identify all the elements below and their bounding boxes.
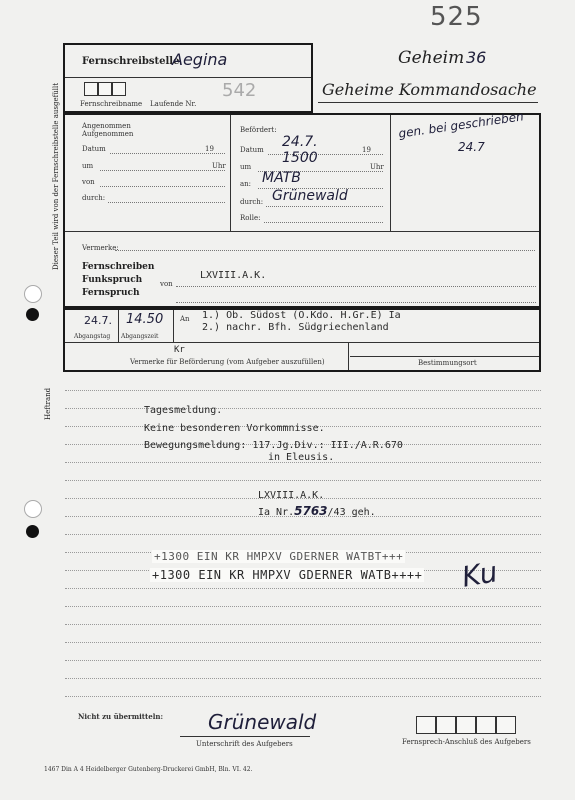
fernschreibstelle-label: Fernschreibstelle [82, 56, 180, 67]
type-funkspruch: Funkspruch [82, 275, 143, 285]
received-datum-line [110, 153, 225, 154]
ruled-line [65, 624, 541, 625]
punch-hole [24, 285, 42, 303]
phone-box-4 [476, 716, 496, 734]
ruled-line [65, 696, 541, 697]
abgangszeit-value: 14.50 [126, 312, 164, 327]
ref-number: 5763 [294, 504, 328, 518]
ref-prefix: Ia Nr. [258, 507, 295, 518]
vermerke-befoerderung-label: Vermerke für Beförderung (vom Aufgeber auszufüllen) [130, 358, 325, 366]
pencil-number: 525 [430, 2, 483, 32]
type-fernspruch: Fernspruch [82, 288, 140, 298]
body-line2: Keine besonderen Vorkommnisse. [144, 423, 325, 434]
fernschreibname-box-2 [98, 82, 112, 96]
received-um-line [100, 170, 225, 171]
ruled-line [65, 390, 541, 391]
fernschreibname-label: Fernschreibname [80, 100, 143, 108]
handwritten-note-line1: gen. bei geschrieben [397, 109, 525, 141]
received-datum-label: Datum [82, 145, 106, 153]
type-von-label: von [160, 280, 173, 288]
phone-box-3 [456, 716, 476, 734]
fwd-durch-label: durch: [240, 198, 264, 206]
bestimmungsort-line [350, 356, 539, 357]
ruled-line [65, 642, 541, 643]
phone-box-2 [436, 716, 456, 734]
fwd-uhr-label: Uhr [370, 163, 384, 171]
handwritten-note-line2: 24.7 [458, 140, 485, 154]
fwd-an-label: an: [240, 180, 252, 188]
bestimmungsort-label: Bestimmungsort [418, 359, 477, 367]
body-ref [258, 504, 376, 518]
signature-line [180, 736, 310, 737]
addr-div-1 [173, 310, 174, 342]
tape-strip-1: +1300 EIN KR HMPXV GDERNER WATBT+++ [154, 550, 404, 563]
fernschreibstelle-value: Aegina [172, 50, 228, 69]
vermerke-label: Vermerke: [82, 244, 119, 252]
angenommen-label: Angenommen [82, 122, 131, 130]
abgangszeit-label: Abgangszeit [121, 333, 159, 340]
fwd-year: 19 [362, 146, 371, 154]
aufgenommen-label: Aufgenommen [82, 130, 134, 138]
von-line-2 [176, 302, 536, 303]
fwd-um-label: um [240, 163, 252, 171]
col-divider-1 [230, 115, 231, 231]
body-line4: in Eleusis. [268, 452, 335, 463]
ruled-line [65, 480, 541, 481]
punch-hole-shadow [26, 525, 39, 538]
printer-line: 1467 Din A 4 Heidelberger Gutenberg-Druckerei GmbH, Bln. VI. 42. [44, 766, 253, 773]
rolle-line [264, 222, 383, 223]
received-von-label: von [82, 178, 95, 186]
row-divider [65, 231, 539, 232]
fwd-durch-line [266, 206, 383, 207]
body-sender-sig: LXVIII.A.K. [258, 490, 325, 501]
received-durch-label: durch: [82, 194, 106, 202]
received-von-line [100, 186, 225, 187]
fwd-um-value: 1500 [282, 150, 318, 166]
unterschrift-label: Unterschrift des Aufgebers [196, 740, 293, 748]
type-fernschreiben: Fernschreiben [82, 262, 155, 272]
body-line1: Tagesmeldung. [144, 405, 223, 416]
laufende-nr-value: 542 [222, 80, 257, 101]
fernschreibname-box-1 [84, 82, 98, 96]
punch-hole [24, 500, 42, 518]
ruled-line [65, 606, 541, 607]
addr-div-time [118, 310, 119, 342]
abgangstag-value: 24.7. [84, 314, 112, 327]
signature: Grünewald [208, 710, 317, 734]
ruled-line [65, 660, 541, 661]
kommandosache-underline [318, 102, 538, 103]
fernsprech-label: Fernsprech-Anschluß des Aufgebers [402, 738, 531, 746]
sender-value: LXVIII.A.K. [200, 270, 267, 281]
phone-box-1 [416, 716, 436, 734]
rolle-label: Rolle: [240, 214, 261, 222]
befoerdert-label: Befördert: [240, 126, 277, 134]
fwd-datum-value: 24.7. [282, 134, 318, 150]
tape-strip-2: +1300 EIN KR HMPXV GDERNER WATB++++ [152, 568, 423, 582]
von-line [176, 286, 536, 287]
punch-hole-shadow [26, 308, 39, 321]
address-line2: 2.) nachr. Bfh. Südgriechenland [202, 322, 389, 333]
ruled-line [65, 678, 541, 679]
header-divider [65, 77, 311, 78]
side-vertical-text: Dieser Teil wird von der Fernschreibstelle ausgefüllt [52, 82, 60, 270]
fwd-datum-label: Datum [240, 146, 264, 154]
heftrand-label: Heftrand [44, 387, 52, 420]
kommandosache-label: Geheime Kommandosache [322, 80, 537, 99]
an-label: An [180, 315, 190, 323]
laufende-nr-label: Laufende Nr. [150, 100, 197, 108]
received-year: 19 [205, 145, 214, 153]
ref-suffix: /43 geh. [327, 507, 376, 518]
addr-row-div [65, 342, 539, 343]
ruled-line [65, 408, 541, 409]
kr-mark: Kr [174, 345, 185, 355]
fwd-an-value: MATB [262, 170, 301, 186]
phone-box-5 [496, 716, 516, 734]
received-um-label: um [82, 162, 94, 170]
addr-div-2 [348, 342, 349, 370]
address-line1: 1.) Ob. Südost (O.Kdo. H.Gr.E) Ia [202, 310, 401, 321]
fernschreibname-box-3 [112, 82, 126, 96]
abgangstag-label: Abgangstag [74, 333, 111, 340]
received-durch-line [108, 202, 225, 203]
initial-mark: Ku [459, 555, 500, 594]
ruled-line [65, 534, 541, 535]
fwd-durch-value: Grünewald [272, 188, 348, 204]
geheim-hand-number: 36 [466, 48, 487, 67]
nicht-label: Nicht zu übermitteln: [78, 712, 164, 721]
vermerke-line [115, 250, 535, 251]
received-uhr-label: Uhr [212, 162, 226, 170]
col-divider-2 [390, 115, 391, 231]
body-line3: Bewegungsmeldung: 117.Jg.Div.: III./A.R.670 [144, 440, 403, 451]
geheim-label: Geheim [398, 48, 465, 68]
